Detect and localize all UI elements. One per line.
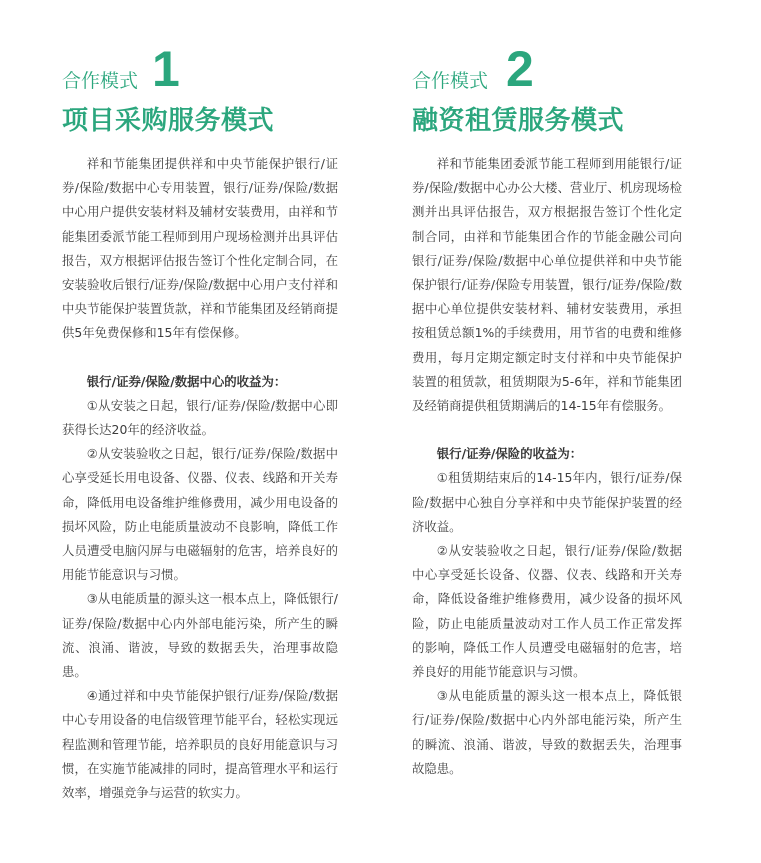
intro-paragraph: 祥和节能集团提供祥和中央节能保护银行/证券/保险/数据中心专用装置，银行/证券/保险/数据中心用户提供安装材料及辅材安装费用，由祥和节能集团委派节能工程师到用户现场检测并出具评估报告，双方根据评估报告签订个性化定制合同，在安装验收后银行/证券/保险/数据中心用户支付祥和中央节能保护装置货款，祥和节能集团及经销商提供5年免费保修和15年有偿保修。 <box>62 156 338 341</box>
mode-title: 项目采购服务模式 <box>62 106 275 136</box>
mode-label: 合作模式 <box>62 70 139 92</box>
mode-number: 1 <box>152 41 180 97</box>
benefit-item: ④通过祥和中央节能保护银行/证券/保险/数据中心专用设备的电信级管理节能平台，轻松实现远程监测和管理节能，培养职员的良好用能意识与习惯，在实施节能减排的同时，提高管理水平和运行效率，增强竞争与运营的软实力。 <box>62 688 338 801</box>
mode-number: 2 <box>506 41 534 97</box>
mode-title: 融资租赁服务模式 <box>412 106 625 136</box>
benefits-heading: 银行/证券/保险/数据中心的收益为： <box>86 373 287 389</box>
benefit-item: ①租赁期结束后的14-15年内，银行/证券/保险/数据中心独自分享祥和中央节能保护装置的经济收益。 <box>412 470 682 534</box>
body-text <box>412 152 682 781</box>
benefit-item: ①从安装之日起，银行/证券/保险/数据中心即获得长达20年的经济收益。 <box>62 397 338 438</box>
benefit-item: ③从电能质量的源头这一根本点上，降低银行/证券/保险/数据中心内外部电能污染，所产生的瞬流、浪涌、谐波，导致的数据丢失，治理事故隐患。 <box>62 591 338 680</box>
benefit-item: ②从安装验收之日起，银行/证券/保险/数据中心享受延长用电设备、仪器、仪表、线路和开关寿命，降低用电设备维护维修费用，减少用电设备的损坏风险，防止电能质量波动不良影响，降低工作人员遭受电脑闪屏与电磁辐射的危害，培养良好的用能节能意识与习惯。 <box>62 446 338 583</box>
benefits-heading: 银行/证券/保险的收益为： <box>436 446 583 462</box>
intro-paragraph: 祥和节能集团委派节能工程师到用能银行/证券/保险/数据中心办公大楼、营业厅、机房现场检测并出具评估报告，双方根据报告签订个性化定制合同，由祥和节能集团合作的节能金融公司向银行/证券/保险/数据中心单位提供祥和中央节能保护银行/证券/保险专用装置，银行/证券/保险/数据中心单位提供安装材料、辅材安装费用，承担按租赁总额1%的手续费用，用节省的电费和维修费用，每月定期定额定时支付祥和中央节能保护装置的租赁款，租赁期限为5-6年，祥和节能集团及经销商提供租赁期满后的14-15年有偿服务。 <box>412 156 682 414</box>
mode-label: 合作模式 <box>412 70 489 92</box>
benefit-item: ③从电能质量的源头这一根本点上，降低银行/证券/保险/数据中心内外部电能污染，所产生的瞬流、浪涌、谐波，导致的数据丢失，治理事故隐患。 <box>412 688 682 776</box>
benefit-item: ②从安装验收之日起，银行/证券/保险/数据中心享受延长设备、仪器、仪表、线路和开关寿命，降低设备维护维修费用，减少设备的损坏风险，防止电能质量波动对工作人员工作正常发挥的影响，降低工作人员遭受电磁辐射的危害，培养良好的用能节能意识与习惯。 <box>412 543 682 680</box>
body-text <box>62 152 338 805</box>
